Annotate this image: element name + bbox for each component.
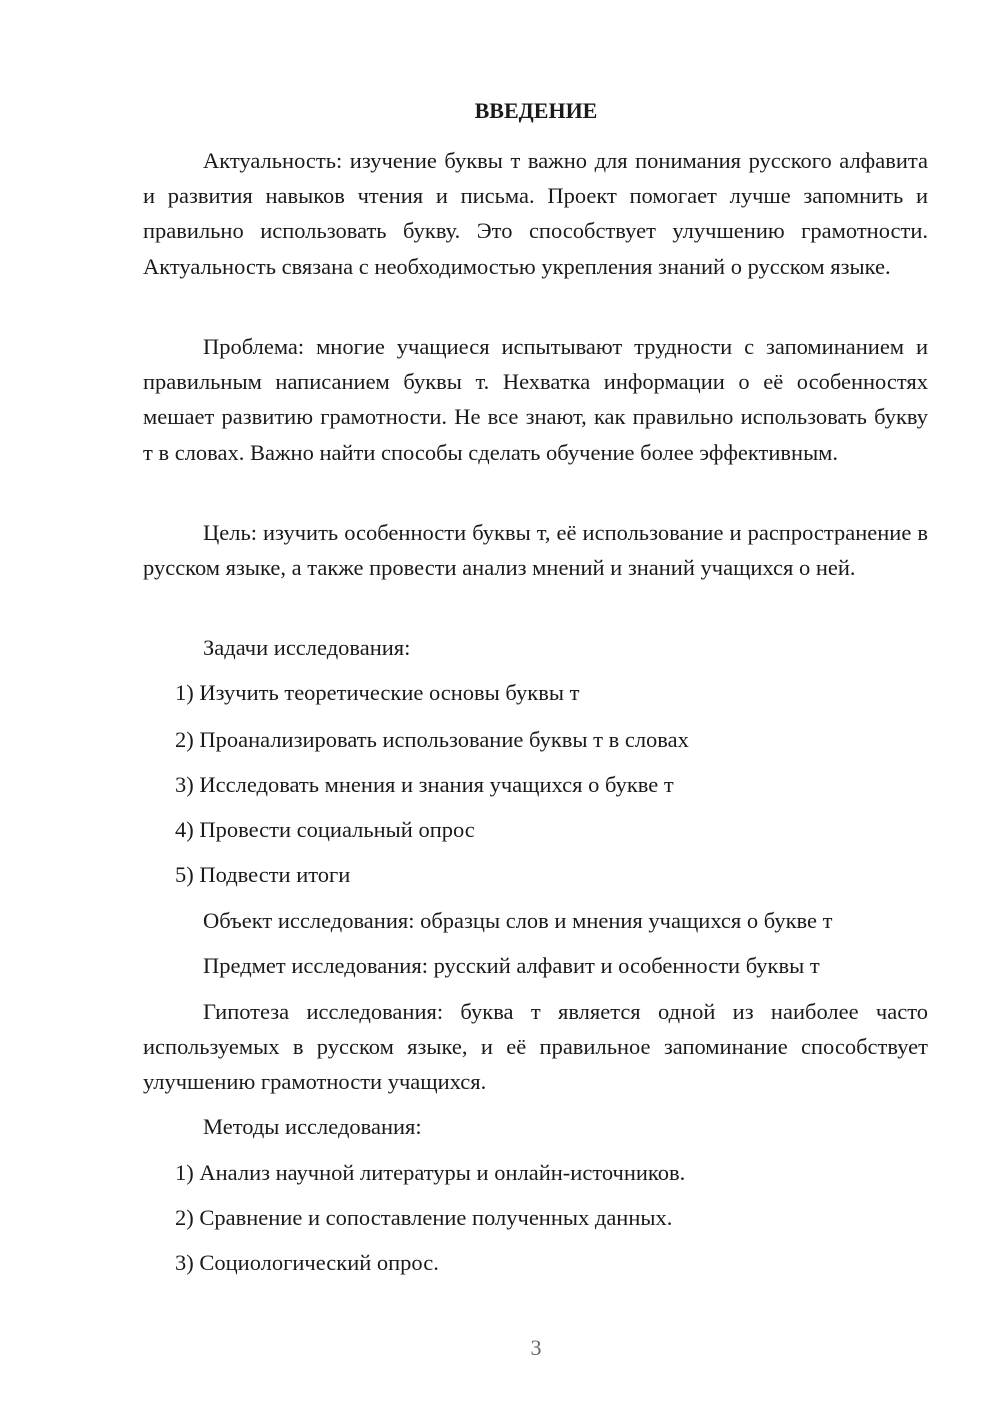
relevance-paragraph: Актуальность: изучение буквы т важно для понимания русского алфавита и развития навыков чтения и письма. Проект помогает лучше запомнить и правильно использовать букву. Это способствует улучшению грамотности. Актуальность связана с необходимостью укрепления знаний о русском языке.: [143, 148, 928, 279]
research-object: Объект исследования: образцы слов и мнения учащихся о букве т: [203, 908, 833, 933]
method-item: 2) Сравнение и сопоставление полученных данных.: [175, 1205, 673, 1230]
research-subject: Предмет исследования: русский алфавит и особенности буквы т: [203, 953, 820, 978]
page-number: 3: [530, 1335, 542, 1360]
hypothesis-paragraph: Гипотеза исследования: буква т является одной из наиболее часто используемых в русском языке, и её правильное запоминание способствует улучшению грамотности учащихся.: [143, 999, 928, 1095]
task-item: 3) Исследовать мнения и знания учащихся о букве т: [175, 772, 674, 797]
tasks-heading: Задачи исследования:: [203, 635, 411, 660]
methods-heading: Методы исследования:: [203, 1114, 422, 1139]
method-item: 3) Социологический опрос.: [175, 1250, 439, 1275]
task-item: 2) Проанализировать использование буквы т в словах: [175, 727, 689, 752]
goal-paragraph: Цель: изучить особенности буквы т, её использование и распространение в русском языке, а также провести анализ мнений и знаний учащихся о ней.: [143, 520, 928, 581]
method-item: 1) Анализ научной литературы и онлайн-источников.: [175, 1160, 686, 1185]
task-item: 1) Изучить теоретические основы буквы т: [175, 680, 580, 705]
task-item: 4) Провести социальный опрос: [175, 817, 475, 842]
section-title: ВВЕДЕНИЕ: [474, 98, 598, 123]
task-item: 5) Подвести итоги: [175, 862, 351, 887]
problem-paragraph: Проблема: многие учащиеся испытывают трудности с запоминанием и правильным написанием буквы т. Нехватка информации о её особенностях мешает развитию грамотности. Не все знают, как правильно использовать букву т в словах. Важно найти способы сделать обучение более эффективным.: [143, 334, 928, 465]
